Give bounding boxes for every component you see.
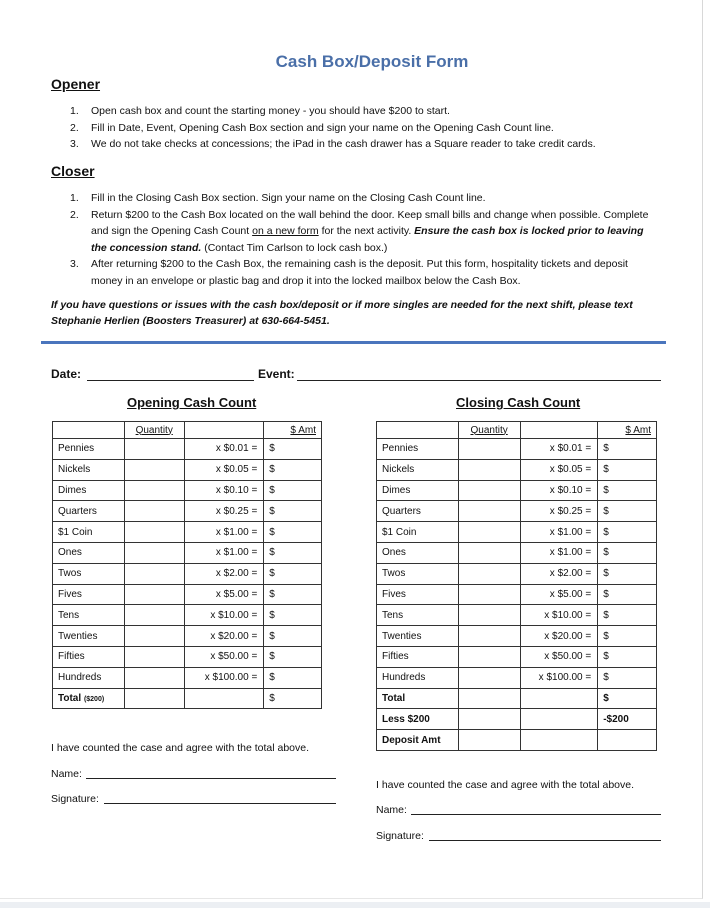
denomination-label: Ones (53, 542, 125, 563)
event-label: Event: (258, 367, 295, 381)
table-row (377, 522, 657, 543)
amount-cell[interactable]: $ (598, 584, 657, 605)
rate-cell: x $1.00 = (520, 522, 598, 543)
table-header-row (377, 422, 657, 439)
rate-cell: x $0.25 = (184, 501, 264, 522)
table-row (377, 459, 657, 480)
blank-header-cell (377, 422, 459, 439)
table-row (377, 584, 657, 605)
denomination-label: Hundreds (53, 667, 125, 688)
blank-cell (520, 709, 598, 730)
list-item: 3. We do not take checks at concessions; the iPad in the cash drawer has a Square reader to take credit cards. (70, 138, 596, 150)
rate-cell: x $0.01 = (184, 439, 264, 460)
amount-cell[interactable]: $ (598, 667, 657, 688)
list-item: 3. After returning $200 to the Cash Box, the remaining cash is the deposit. Put this form, hospitality tickets and deposit money in an envelope or plastic bag and drop it into the locked mailbox below the Cash Box. (70, 258, 628, 287)
quantity-cell[interactable] (124, 501, 184, 522)
amount-cell[interactable]: $ (598, 646, 657, 667)
page-title: Cash Box/Deposit Form (275, 52, 469, 71)
amount-cell[interactable]: $ (264, 584, 322, 605)
table-row (53, 626, 322, 647)
rate-cell: x $50.00 = (184, 646, 264, 667)
quantity-cell[interactable] (124, 584, 184, 605)
opening-agreement: I have counted the case and agree with the total above. (51, 742, 310, 754)
closer-heading: Closer (51, 163, 95, 179)
denomination-label: Hundreds (377, 667, 459, 688)
quantity-cell[interactable] (458, 667, 520, 688)
amount-cell[interactable]: $ (264, 439, 322, 460)
amount-cell[interactable]: $ (264, 501, 322, 522)
quantity-cell[interactable] (458, 584, 520, 605)
denomination-label: Twos (53, 563, 125, 584)
rate-cell: x $0.25 = (520, 501, 598, 522)
opener-list (51, 103, 661, 153)
quantity-cell[interactable] (124, 626, 184, 647)
closing-signature-label: Signature: (376, 830, 424, 842)
denomination-label: Fives (53, 584, 125, 605)
quantity-cell[interactable] (458, 626, 520, 647)
rate-cell: x $0.10 = (184, 480, 264, 501)
denomination-label: Nickels (53, 459, 125, 480)
quantity-cell[interactable] (124, 522, 184, 543)
rate-cell: x $1.00 = (184, 542, 264, 563)
opener-heading: Opener (51, 76, 101, 92)
denomination-label: Pennies (53, 439, 125, 460)
table-row (53, 459, 322, 480)
denomination-label: Fifties (53, 646, 125, 667)
quantity-cell[interactable] (458, 522, 520, 543)
deposit-label: Deposit Amt (377, 730, 459, 751)
amount-cell[interactable]: $ (598, 480, 657, 501)
opening-name-field[interactable] (86, 778, 336, 779)
blank-cell (520, 688, 598, 709)
blank-header-cell (520, 422, 598, 439)
rate-cell: x $1.00 = (184, 522, 264, 543)
blank-cell (458, 709, 520, 730)
rate-cell: x $1.00 = (520, 542, 598, 563)
date-label: Date: (51, 367, 82, 381)
amount-cell[interactable]: $ (264, 626, 322, 647)
amount-cell[interactable]: $ (264, 646, 322, 667)
list-item: 2. Fill in Date, Event, Opening Cash Box section and sign your name on the Opening Cash Count line. (70, 121, 554, 134)
closing-title: Closing Cash Count (456, 395, 581, 410)
total-label: Total (377, 688, 459, 709)
quantity-cell[interactable] (124, 480, 184, 501)
quantity-header: Quantity (458, 422, 520, 439)
denomination-label: Ones (377, 542, 459, 563)
event-field[interactable] (297, 380, 661, 381)
quantity-cell[interactable] (124, 459, 184, 480)
quantity-cell[interactable] (458, 563, 520, 584)
table-header-row (53, 422, 322, 439)
table-row (53, 480, 322, 501)
closer-list (51, 190, 651, 289)
amount-cell[interactable]: $ (264, 522, 322, 543)
table-row (377, 667, 657, 688)
denomination-label: Twenties (53, 626, 125, 647)
table-row (377, 542, 657, 563)
opening-name-label: Name: (51, 768, 82, 780)
closing-name-field[interactable] (411, 814, 661, 815)
less-amount: -$200 (598, 709, 657, 730)
amount-cell[interactable]: $ (264, 605, 322, 626)
total-row (53, 688, 322, 709)
date-field[interactable] (87, 380, 254, 381)
blank-header-cell (184, 422, 264, 439)
quantity-cell[interactable] (458, 605, 520, 626)
table-row (377, 501, 657, 522)
blank-cell (184, 688, 264, 709)
denomination-label: Tens (53, 605, 125, 626)
denomination-label: Pennies (377, 439, 459, 460)
denomination-label: Fifties (377, 646, 459, 667)
rate-cell: x $10.00 = (520, 605, 598, 626)
denomination-label: Quarters (53, 501, 125, 522)
total-quantity-cell[interactable] (124, 688, 184, 709)
total-amount-cell[interactable]: $ (264, 688, 322, 709)
total-row (377, 688, 657, 709)
rate-cell: x $0.10 = (520, 480, 598, 501)
list-item: 1. Open cash box and count the starting money - you should have $200 to start. (70, 105, 450, 117)
deposit-row (377, 730, 657, 751)
table-row (53, 646, 322, 667)
table-row (53, 563, 322, 584)
rate-cell: x $10.00 = (184, 605, 264, 626)
amount-cell[interactable]: $ (264, 480, 322, 501)
deposit-amount-cell[interactable] (598, 730, 657, 751)
table-row (53, 439, 322, 460)
list-item: 1. Fill in the Closing Cash Box section. Sign your name on the Closing Cash Count line. (70, 192, 486, 204)
quantity-cell[interactable] (124, 646, 184, 667)
denomination-label: Quarters (377, 501, 459, 522)
amount-header: $ Amt (598, 422, 657, 439)
amount-cell[interactable]: $ (264, 542, 322, 563)
rate-cell: x $5.00 = (184, 584, 264, 605)
rate-cell: x $0.01 = (520, 439, 598, 460)
closing-signature-field[interactable] (429, 840, 661, 841)
list-item: 2. Return $200 to the Cash Box located on the wall behind the door. Keep small bills and change when possible. Complete and sign the Opening Cash Count on a new form for the next activity. Ensure the cash box is locked prior to leaving the concession stand. (Contact Tim Carlson to lock cash box.) (70, 208, 649, 254)
quantity-cell[interactable] (458, 459, 520, 480)
amount-cell[interactable]: $ (598, 542, 657, 563)
total-quantity-cell[interactable] (458, 688, 520, 709)
quantity-header: Quantity (124, 422, 184, 439)
rate-cell: x $20.00 = (520, 626, 598, 647)
amount-cell[interactable]: $ (598, 605, 657, 626)
divider (41, 341, 666, 344)
contact-note: If you have questions or issues with the cash box/deposit or if more singles are needed for the next shift, please text Stephanie Herlien (Boosters Treasurer) at 630-664-5451. (51, 299, 633, 327)
quantity-cell[interactable] (124, 542, 184, 563)
denomination-label: Twenties (377, 626, 459, 647)
rate-cell: x $0.05 = (184, 459, 264, 480)
opening-signature-field[interactable] (104, 803, 336, 804)
table-row (53, 667, 322, 688)
blank-cell (520, 730, 598, 751)
quantity-cell[interactable] (458, 501, 520, 522)
amount-cell[interactable]: $ (598, 563, 657, 584)
opening-table (52, 421, 322, 709)
denomination-label: Dimes (377, 480, 459, 501)
denomination-label: Dimes (53, 480, 125, 501)
denomination-label: $1 Coin (377, 522, 459, 543)
rate-cell: x $0.05 = (520, 459, 598, 480)
denomination-label: Twos (377, 563, 459, 584)
less-label: Less $200 (377, 709, 459, 730)
quantity-cell[interactable] (458, 542, 520, 563)
rate-cell: x $2.00 = (520, 563, 598, 584)
amount-cell[interactable]: $ (598, 459, 657, 480)
rate-cell: x $2.00 = (184, 563, 264, 584)
blank-header-cell (53, 422, 125, 439)
table-row (377, 605, 657, 626)
amount-cell[interactable]: $ (264, 563, 322, 584)
table-row (53, 501, 322, 522)
quantity-cell[interactable] (458, 480, 520, 501)
rate-cell: x $100.00 = (520, 667, 598, 688)
table-row (377, 646, 657, 667)
rate-cell: x $20.00 = (184, 626, 264, 647)
opening-signature-label: Signature: (51, 793, 99, 805)
rate-cell: x $50.00 = (520, 646, 598, 667)
table-row (53, 584, 322, 605)
quantity-cell[interactable] (124, 563, 184, 584)
denomination-label: Tens (377, 605, 459, 626)
total-amount-cell[interactable]: $ (598, 688, 657, 709)
table-row (377, 626, 657, 647)
amount-cell[interactable]: $ (264, 667, 322, 688)
amount-header: $ Amt (264, 422, 322, 439)
table-row (377, 439, 657, 460)
amount-cell[interactable]: $ (598, 626, 657, 647)
opening-title: Opening Cash Count (127, 395, 257, 410)
table-row (53, 522, 322, 543)
page-bottom-strip (0, 902, 710, 908)
quantity-cell[interactable] (124, 605, 184, 626)
quantity-cell[interactable] (458, 439, 520, 460)
denomination-label: Fives (377, 584, 459, 605)
table-row (53, 542, 322, 563)
quantity-cell[interactable] (124, 667, 184, 688)
table-row (53, 605, 322, 626)
table-row (377, 563, 657, 584)
closing-table (376, 421, 657, 751)
amount-cell[interactable]: $ (598, 501, 657, 522)
denomination-label: $1 Coin (53, 522, 125, 543)
closing-agreement: I have counted the case and agree with the total above. (376, 779, 635, 791)
table-row (377, 480, 657, 501)
amount-cell[interactable]: $ (264, 459, 322, 480)
rate-cell: x $5.00 = (520, 584, 598, 605)
less-row (377, 709, 657, 730)
amount-cell[interactable]: $ (598, 522, 657, 543)
denomination-label: Nickels (377, 459, 459, 480)
rate-cell: x $100.00 = (184, 667, 264, 688)
total-label: Total ($200) (53, 688, 125, 709)
amount-cell[interactable]: $ (598, 439, 657, 460)
quantity-cell[interactable] (124, 439, 184, 460)
blank-cell (458, 730, 520, 751)
closing-name-label: Name: (376, 804, 407, 816)
quantity-cell[interactable] (458, 646, 520, 667)
